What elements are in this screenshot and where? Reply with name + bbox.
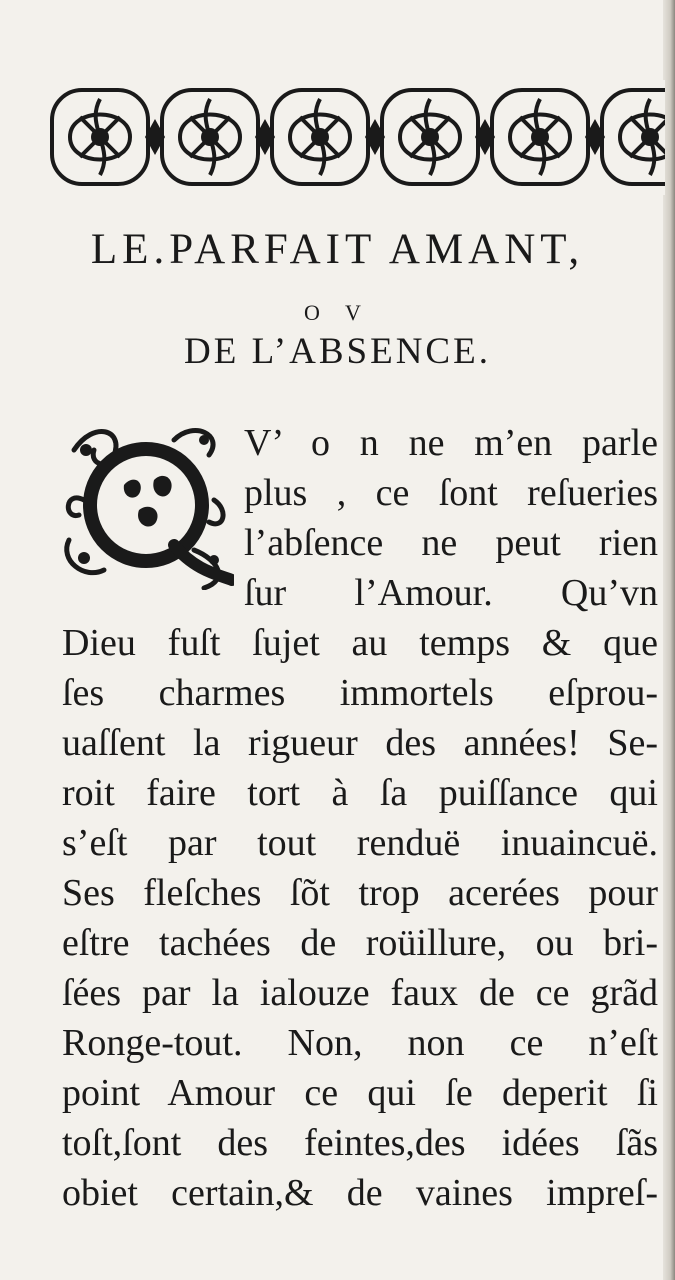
text-line: V’ o n ne m’en parle <box>244 422 658 464</box>
text-line: obiet certain,& de vaines impreſ- <box>62 1172 658 1214</box>
text-line: point Amour ce qui ſe deperit ſi <box>62 1072 658 1114</box>
text-line: Ronge-tout. Non, non ce n’eſt <box>62 1022 658 1064</box>
title-connector: O V <box>304 300 371 325</box>
page-subtitle: DE L’ABSENCE. <box>184 331 491 372</box>
text-line: l’abſence ne peut rien <box>244 522 658 564</box>
text-line: eſtre tachées de roüillure, ou bri- <box>62 922 658 964</box>
text-line: uaſſent la rigueur des années! Se- <box>62 722 658 764</box>
text-line: roit faire tort à ſa puiſſance qui <box>62 772 658 814</box>
text-line: ſées par la ialouze faux de ce grãd <box>62 972 658 1014</box>
text-line: ſur l’Amour. Qu’vn <box>244 572 658 614</box>
text-line: Dieu fuſt ſujet au temps & que <box>62 622 658 664</box>
text-line: ſes charmes immortels eſprou- <box>62 672 658 714</box>
page-title: LE.PARFAIT AMANT, <box>90 226 585 273</box>
text-line: s’eſt par tout renduë inuaincuë. <box>62 822 658 864</box>
text-line: toſt,ſont des feintes,des idées ſãs <box>62 1122 658 1164</box>
text-line: Ses fleſches ſõt trop acerées pour <box>62 872 658 914</box>
text-line: plus , ce ſont reſueries <box>244 472 658 514</box>
ornamental-dropcap-q-icon <box>54 410 234 590</box>
floral-headpiece-icon <box>50 80 665 195</box>
